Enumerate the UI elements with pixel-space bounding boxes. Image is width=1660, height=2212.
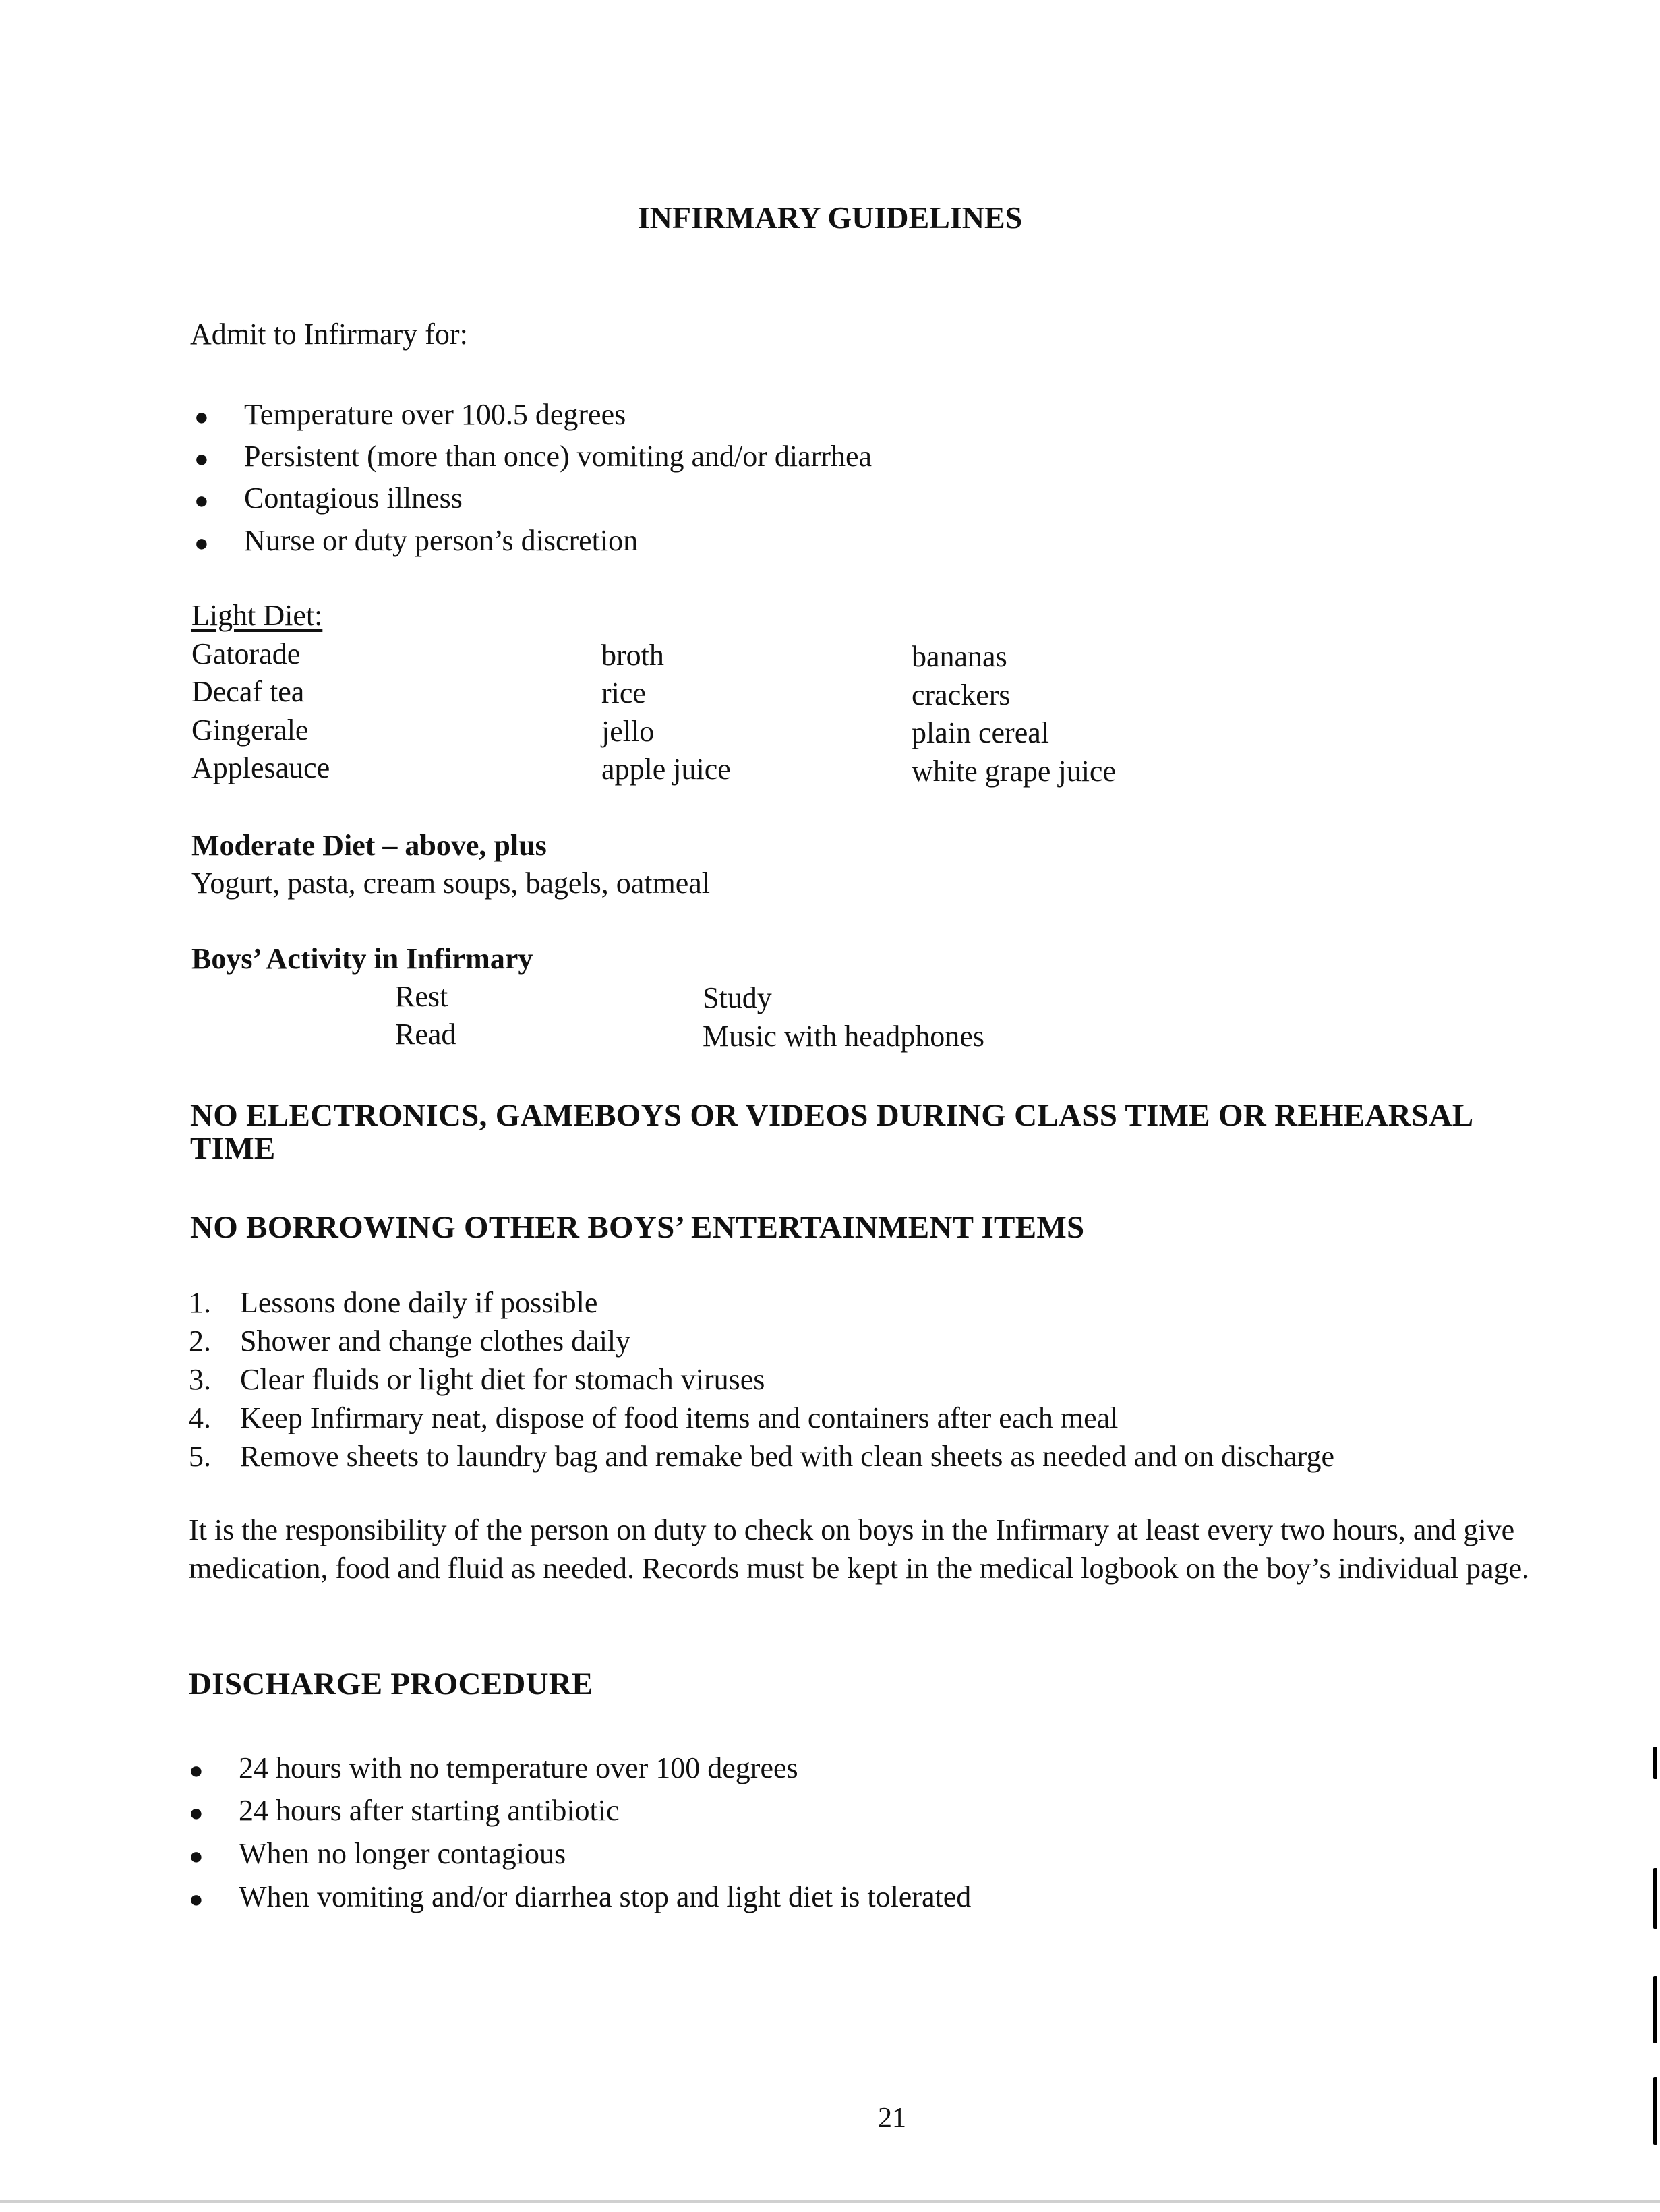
scan-artifact [1653, 2077, 1657, 2145]
list-item-text: Contagious illness [244, 482, 463, 515]
page-title: INFIRMARY GUIDELINES [637, 200, 1023, 235]
diet-item: broth [601, 639, 664, 672]
list-item-text: Lessons done daily if possible [240, 1286, 598, 1319]
list-item-text: Keep Infirmary neat, dispose of food items and containers after each meal [240, 1401, 1119, 1434]
diet-item: white grape juice [912, 755, 1116, 788]
diet-item: rice [601, 676, 646, 709]
admit-heading: Admit to Infirmary for: [190, 318, 468, 351]
activity-item: Read [395, 1018, 456, 1051]
responsibility-paragraph: It is the responsibility of the person on duty to check on boys in the Infirmary at least every two hours, and give medication, food and fluid as needed. Records must be kept in the medical logbook on the boy’s individual page. [189, 1513, 1530, 1585]
bullet-icon: ● [194, 529, 209, 556]
diet-item: jello [601, 715, 655, 748]
list-item-text: 24 hours with no temperature over 100 degrees [239, 1751, 798, 1784]
list-item-text: When no longer contagious [239, 1837, 566, 1870]
list-item-text: Remove sheets to laundry bag and remake bed with clean sheets as needed and on discharge [240, 1440, 1334, 1473]
bullet-icon: ● [194, 445, 209, 472]
list-number: 5. [189, 1440, 211, 1473]
diet-item: crackers [912, 678, 1011, 711]
activity-heading: Boys’ Activity in Infirmary [191, 942, 533, 975]
bullet-icon: ● [189, 1799, 204, 1826]
diet-item: Decaf tea [191, 675, 305, 708]
list-item-text: Persistent (more than once) vomiting and/or diarrhea [244, 440, 872, 473]
activity-item: Music with headphones [703, 1020, 984, 1053]
page-number: 21 [878, 2103, 906, 2134]
scan-artifact [1653, 1868, 1657, 1929]
list-item-text: Temperature over 100.5 degrees [244, 398, 626, 431]
moderate-diet-text: Yogurt, pasta, cream soups, bagels, oatmeal [191, 867, 711, 900]
discharge-heading: DISCHARGE PROCEDURE [189, 1666, 593, 1701]
bullet-icon: ● [189, 1886, 204, 1913]
list-number: 3. [189, 1363, 211, 1396]
bullet-icon: ● [189, 1842, 204, 1869]
list-item-text: Shower and change clothes daily [240, 1325, 631, 1358]
list-number: 1. [189, 1286, 211, 1319]
list-item-text: Nurse or duty person’s discretion [244, 524, 639, 557]
diet-item: apple juice [601, 753, 731, 786]
list-item-text: Clear fluids or light diet for stomach viruses [240, 1363, 765, 1396]
moderate-diet-heading: Moderate Diet – above, plus [191, 829, 547, 862]
activity-item: Study [703, 981, 772, 1014]
scan-artifact [1653, 1747, 1657, 1779]
notice-electronics-line1: NO ELECTRONICS, GAMEBOYS OR VIDEOS DURING CLASS TIME OR REHEARSAL [190, 1098, 1474, 1133]
notice-electronics-line2: TIME [190, 1131, 276, 1166]
bullet-icon: ● [189, 1757, 204, 1784]
list-number: 2. [189, 1325, 211, 1358]
notice-borrowing: NO BORROWING OTHER BOYS’ ENTERTAINMENT ITEMS [190, 1210, 1085, 1245]
scan-edge-line [0, 2200, 1660, 2203]
diet-item: Gingerale [191, 714, 309, 747]
scan-artifact [1653, 1976, 1657, 2043]
list-item-text: 24 hours after starting antibiotic [239, 1794, 620, 1827]
diet-item: bananas [912, 640, 1007, 673]
diet-item: Gatorade [191, 637, 301, 670]
diet-item: plain cereal [912, 716, 1049, 749]
list-number: 4. [189, 1401, 211, 1434]
diet-item: Applesauce [191, 751, 330, 784]
bullet-icon: ● [194, 403, 209, 430]
activity-item: Rest [395, 980, 448, 1013]
light-diet-heading: Light Diet: [191, 599, 323, 632]
bullet-icon: ● [194, 487, 209, 514]
list-item-text: When vomiting and/or diarrhea stop and light diet is tolerated [239, 1880, 972, 1913]
